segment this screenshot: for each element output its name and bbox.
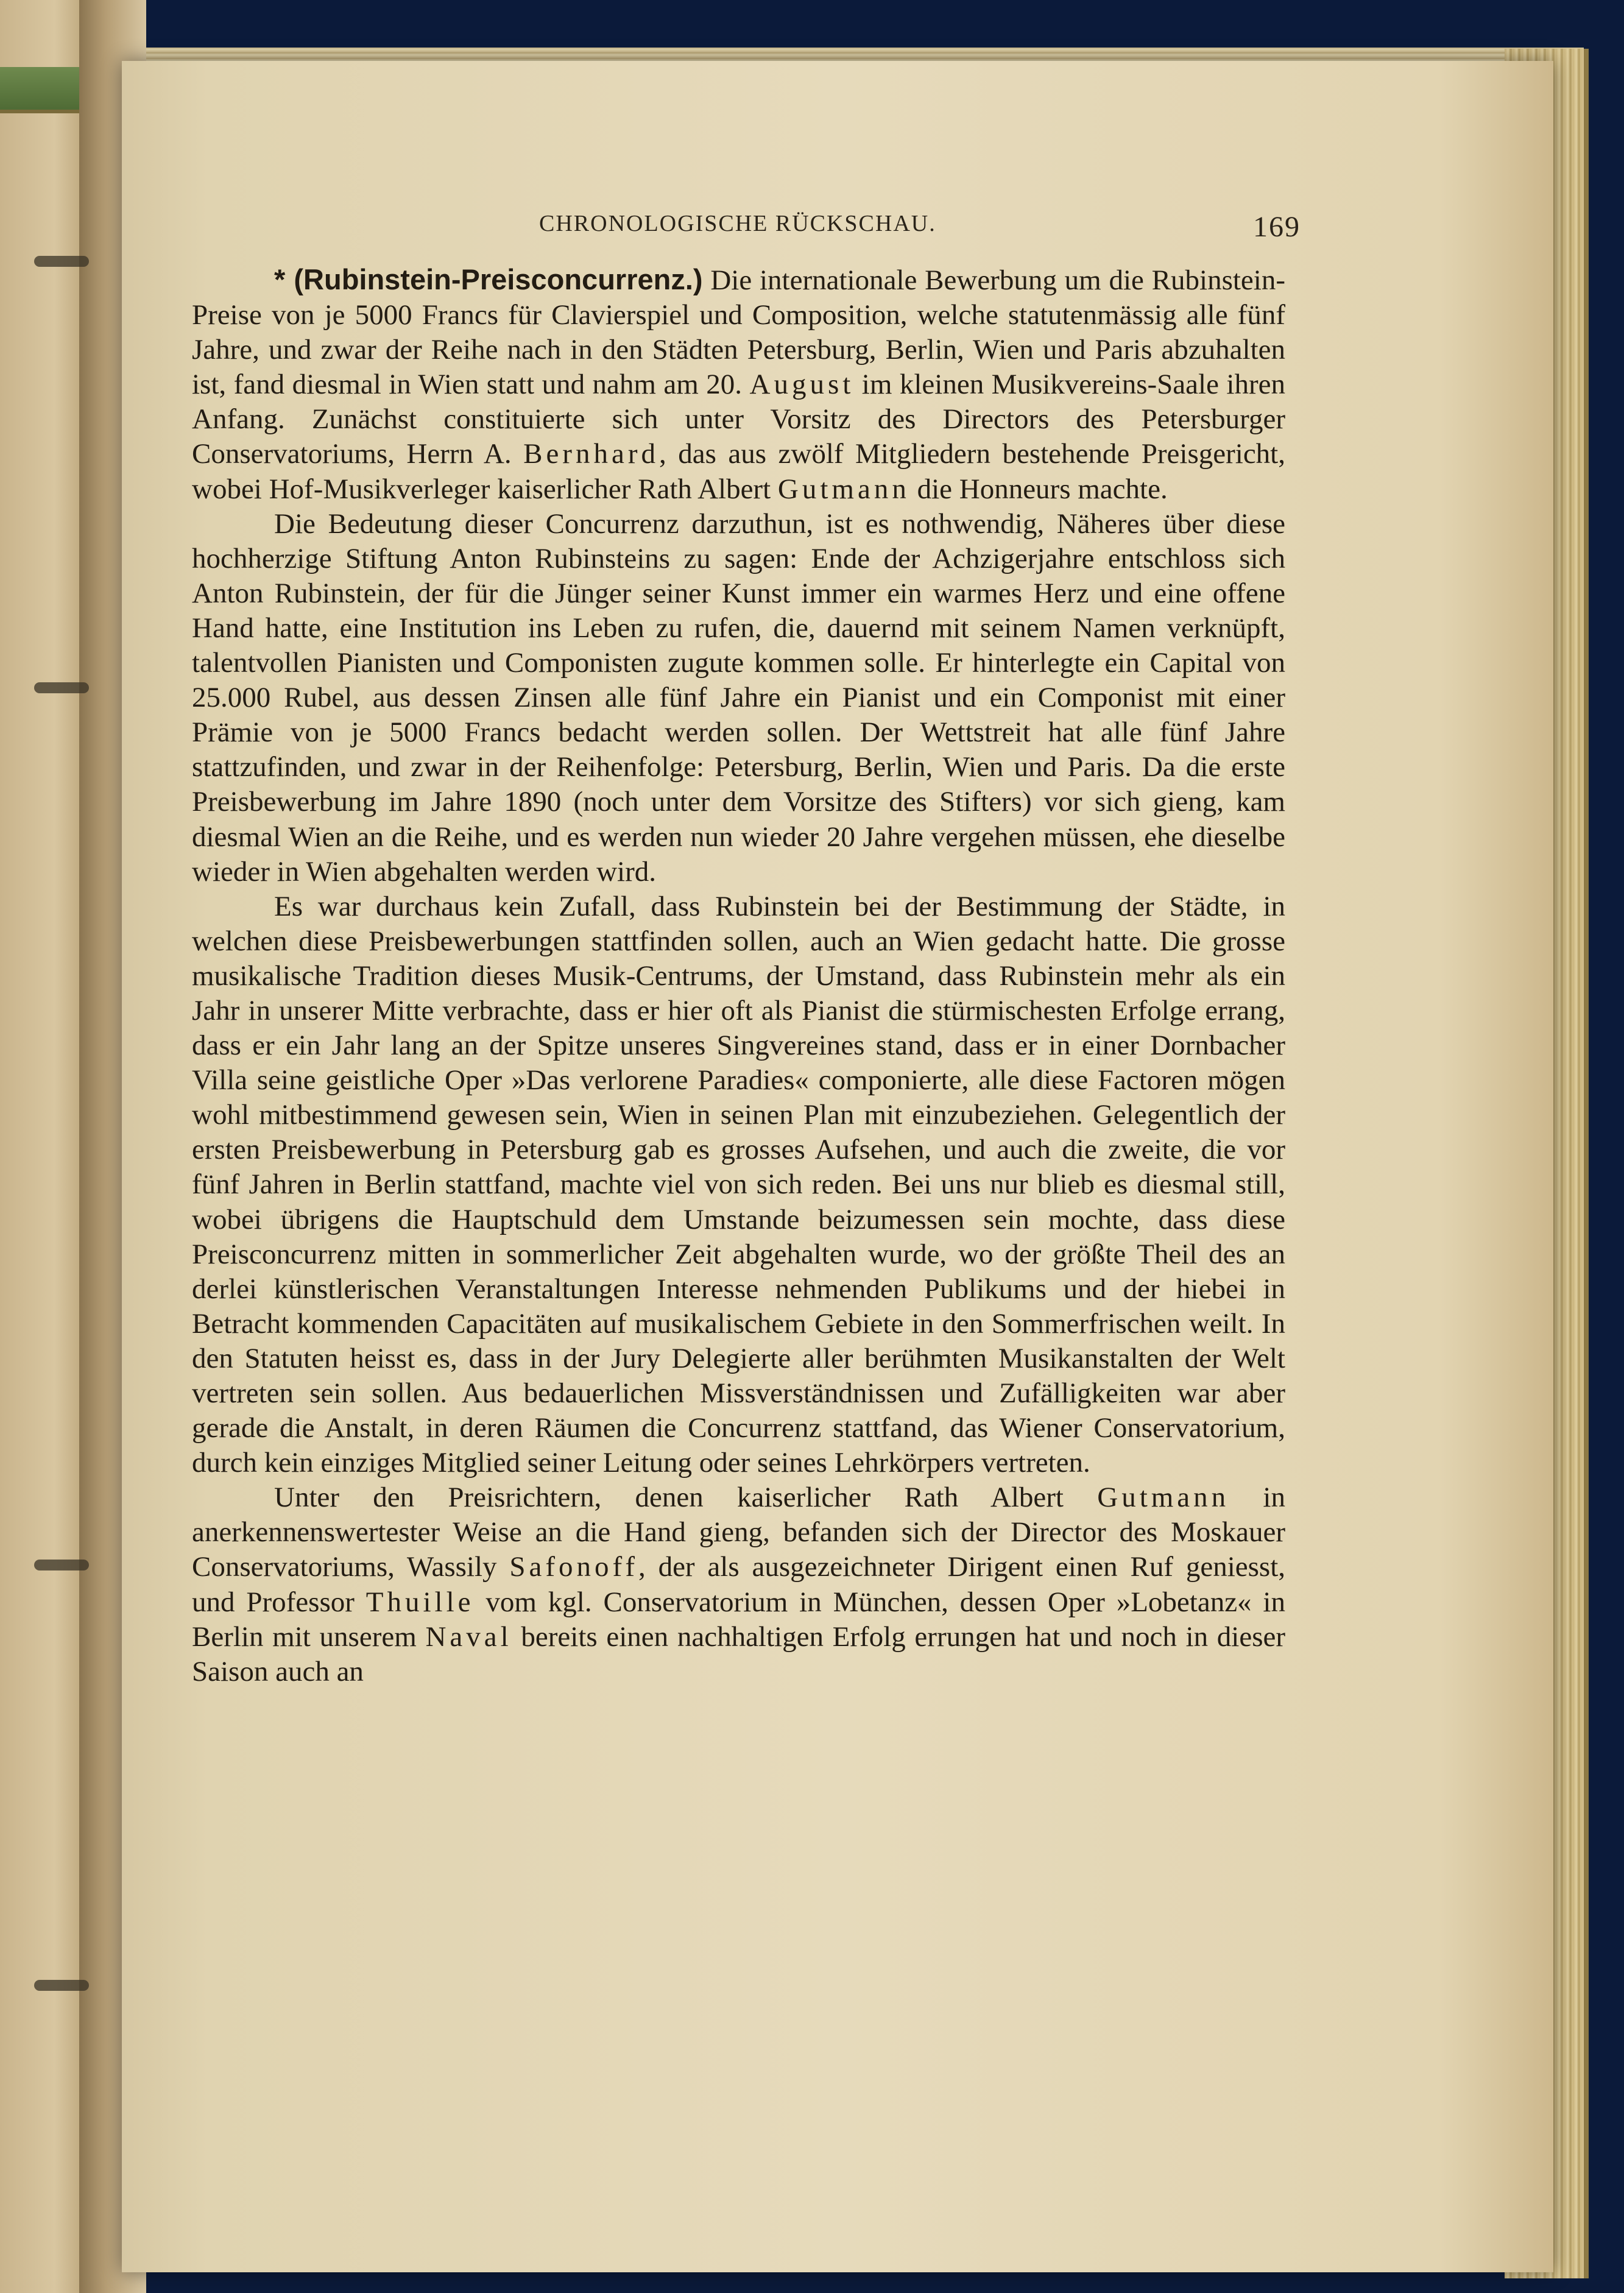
text-run: die Honneurs machte. (909, 473, 1168, 505)
paragraph (192, 507, 1285, 889)
page-number: 169 (1253, 211, 1301, 243)
text-run: Die internationale Bewerbung um die Rubinstein-Preise von je 5000 Francs für Clavierspiel und Composition, welche statutenmässig alle fünf Jahre, und zwar der Reihe nach in den Städten Petersburg, Berlin, Wien und Paris abzuhalten ist, fand diesmal in Wien statt und nahm am 20. (192, 264, 1286, 401)
text-run: vom kgl. Conservatorium in München, dessen Oper »Lobetanz« in Berlin mit unserem (192, 1586, 1285, 1653)
spaced-name: Gutmann (777, 473, 910, 505)
binding-mark (34, 1560, 89, 1570)
spaced-name: Bernhard (523, 438, 659, 470)
facing-page-edge (0, 0, 91, 2293)
text-run: Es war durchaus kein Zufall, dass Rubinstein bei der Bestimmung der Städte, in welchen diese Preisbewerbungen stattfinden sollen, auch an Wien gedacht hatte. Die grosse musikalische Tradition dieses Musik-Centrums, der Umstand, dass Rubinstein mehr als ein Jahr in unserer Mitte verbrachte, dass er hier oft als Pianist die stürmischesten Erfolge errang, dass er ein Jahr lang an der Spitze unseres Singvereines stand, dass er in einer Dornbacher Villa seine geistliche Oper »Das verlorene Paradies« componierte, alle diese Factoren mögen wohl mitbestimmend gewesen sein, Wien in seinen Plan mit einzubeziehen. Gelegentlich der ersten Preisbewerbung in Petersburg gab es grosses Aufsehen, und auch die zweite, die vor fünf Jahren in Berlin stattfand, machte viel von sich reden. Bei uns nur blieb es diesmal still, wobei übrigens die Hauptschuld dem Umstande beizumessen sein mochte, dass diese Preisconcurrenz mitten in sommerlicher Zeit abgehalten wurde, wo der größte Theil des an derlei künstlerischen Veranstaltungen Interesse nehmenden Publikums und der hiebei in Betracht kommenden Capacitäten auf musikalischem Gebiete in den Sommerfrischen weilt. In den Statuten heisst es, dass in der Jury Delegierte aller berühmten Musikanstalten der Welt vertreten sein sollen. Aus bedauerlichen Missverständnissen und Zufälligkeiten war aber gerade die Anstalt, in deren Räumen die Concurrenz stattfand, das Wiener Conservatorium, durch kein einziges Mitglied seiner Leitung oder seines Lehrkörpers vertreten. (192, 890, 1285, 1479)
spaced-name: August (749, 369, 855, 401)
body-text (192, 262, 1285, 1689)
paragraph (192, 889, 1285, 1481)
paragraph (192, 1480, 1285, 1689)
spaced-name: Naval (425, 1620, 512, 1653)
running-head-title: CHRONOLOGISCHE RÜCKSCHAU. (539, 211, 936, 236)
paragraph (192, 262, 1285, 507)
binding-mark (34, 682, 89, 693)
text-run: , der als ausgezeichneter Dirigent einen Ruf geniesst, und Professor (192, 1551, 1285, 1618)
text-run: Die Bedeutung dieser Concurrenz darzuthun, ist es nothwendig, Näheres über diese hochherzige Stiftung Anton Rubinsteins zu sagen: Ende der Achzigerjahre entschloss sich Anton Rubinstein, der für die Jünger seiner Kunst immer ein warmes Herz und eine offene Hand hatte, eine Institution ins Leben zu rufen, die, dauernd mit seinem Namen verknüpft, talentvollen Pianisten und Componisten zugute kommen solle. Er hinterlegte ein Capital von 25.000 Rubel, aus dessen Zinsen alle fünf Jahre ein Pianist und ein Componist mit einer Prämie von je 5000 Francs bedacht werden sollen. Der Wettstreit hat alle fünf Jahre stattzufinden, und zwar in der Reihenfolge: Petersburg, Berlin, Wien und Paris. Da die erste Preisbewerbung im Jahre 1890 (noch unter dem Vorsitze des Stifters) vor sich gieng, kam diesmal Wien an die Reihe, und es werden nun wieder 20 Jahre vergehen müssen, ehe dieselbe wieder in Wien abgehalten werden wird. (192, 507, 1285, 888)
binding-mark (34, 256, 89, 267)
section-heading: * (Rubinstein-Preisconcurrenz.) (274, 263, 703, 295)
text-run: Unter den Preisrichtern, denen kaiserlicher Rath Albert (274, 1482, 1098, 1514)
text-run: , das aus zwölf Mitgliedern bestehende Preisgericht, wobei Hof-Musikverleger kaiserlicher Rath Albert (192, 438, 1285, 505)
text-run: im kleinen Musikvereins-Saale ihren Anfang. Zunächst constituierte sich unter Vorsitz des Directors des Petersburger Conservatoriums, Herrn A. (192, 369, 1285, 470)
text-run: in anerkennenswertester Weise an die Hand gieng, befanden sich der Director des Moskauer Conservatoriums, Wassily (192, 1482, 1285, 1583)
running-head (539, 210, 1301, 244)
text-run: bereits einen nachhaltigen Erfolg errungen hat und noch in dieser Saison auch an (192, 1620, 1285, 1687)
spaced-name: Thuille (365, 1586, 475, 1618)
spaced-name: Gutmann (1097, 1482, 1230, 1514)
binding-mark (34, 1980, 89, 1991)
spaced-name: Safonoff (509, 1551, 638, 1583)
